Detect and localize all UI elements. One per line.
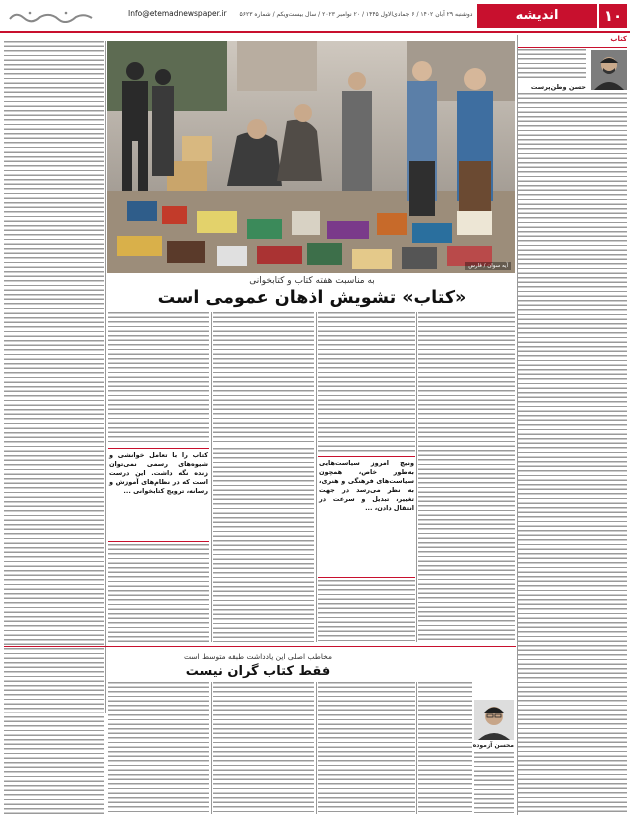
body-col-2 <box>318 312 415 452</box>
body-col-2-lower <box>318 580 415 642</box>
bottom-sep-a <box>416 682 417 814</box>
body-col-3 <box>213 312 314 442</box>
pull-quote-1: ونیچ امروز سیاست‌هایی به‌طور خاص، همچون سیاست‌های فرهنگی و هنری، به نظر می‌رسد در جهت تغییر، تبدیل و سرعت در انتقال دادن، ... <box>319 459 414 512</box>
bottom-col-1 <box>418 682 472 814</box>
main-photo <box>107 41 515 273</box>
article-kicker: به مناسبت هفته کتاب و کتابخوانی <box>249 276 375 286</box>
left-body-text-top <box>4 41 104 713</box>
col-sep-b <box>316 312 317 642</box>
section-label: اندیشه <box>515 8 559 23</box>
column-separator <box>517 35 518 815</box>
bottom-col-4 <box>108 682 209 814</box>
bottom-author-photo <box>474 700 514 740</box>
col-sep-a <box>416 312 417 642</box>
author-name: حسن وطن‌پرست <box>530 83 586 91</box>
date-line: دوشنبه ۲۹ آبان ۱۴۰۲ / ۶ جمادی‌الاول ۱۴۴۵ / ۲۰ نوامبر ۲۰۲۳ / سال بیست‌ویکم / شماره ۵۶۲۳ <box>239 11 473 18</box>
author-photo <box>591 50 627 90</box>
left-column-separator <box>105 41 106 713</box>
bottom-author-name: محسن آزموده <box>472 742 514 749</box>
newspaper-logo <box>6 8 96 22</box>
bottom-article-top-rule <box>4 646 516 647</box>
page-number-box <box>599 4 627 28</box>
pull-quote-2-box <box>108 448 209 542</box>
bottom-col-3 <box>213 682 314 814</box>
body-col-4-lower <box>108 544 209 642</box>
email[interactable]: Info@etemadnewspaper.ir <box>128 9 227 18</box>
column-label-text: کتاب <box>610 35 627 43</box>
bottom-col-2 <box>318 682 415 814</box>
body-col-3-lower <box>213 448 314 642</box>
bottom-sep-c <box>211 682 212 814</box>
photo-credit: آیه سوان / فارس <box>465 262 511 270</box>
column-label <box>517 35 627 48</box>
pull-quote-1-box <box>318 456 415 578</box>
col-sep-c <box>211 312 212 642</box>
header-bar <box>0 0 630 30</box>
bottom-sep-b <box>316 682 317 814</box>
header-divider <box>0 31 630 33</box>
column-intro-text <box>518 49 586 81</box>
column-body-text <box>517 93 627 815</box>
body-col-1 <box>418 312 515 642</box>
bottom-headline: فقط کتاب گران نیست <box>185 664 331 679</box>
section-label-box <box>477 4 597 28</box>
pull-quote-2: کتاب را با تعامل خوانشی و شیوه‌های رسمی نمی‌توان زنده نگه داشت. این درست است که در نظام‌های آموزش و رسانه، ترویج کتابخوانی ... <box>109 451 208 495</box>
body-col-4 <box>108 312 209 442</box>
article-headline: «کتاب» تشویش اذهان عمومی است <box>157 288 467 308</box>
bottom-kicker: مخاطب اصلی این یادداشت طبقه متوسط است <box>184 652 332 661</box>
left-body-text-lower <box>4 716 104 816</box>
page-number: ۱۰ <box>603 7 623 25</box>
bottom-col-1b <box>474 752 514 814</box>
